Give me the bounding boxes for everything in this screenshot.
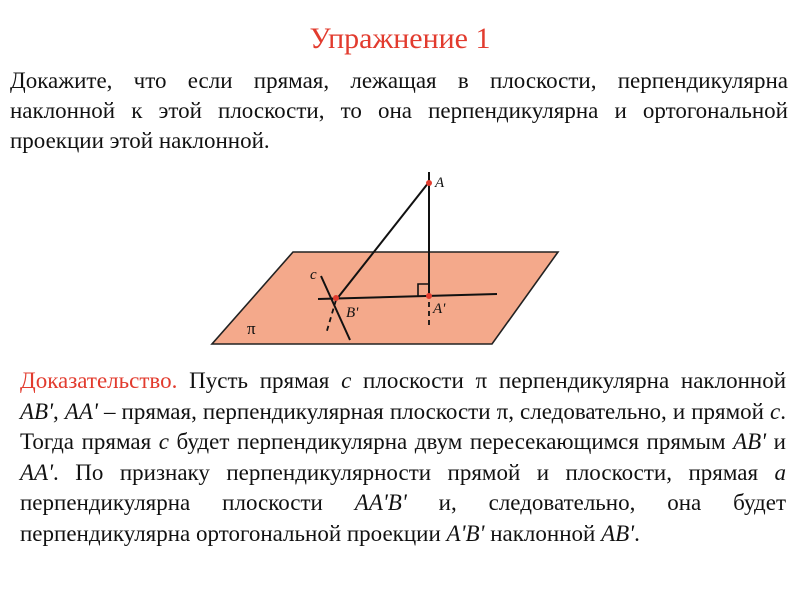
proof-var: a bbox=[774, 459, 786, 485]
exercise-title: Упражнение 1 bbox=[309, 22, 491, 55]
proof-span: . По признаку перпендикулярности прямой и плоскости, прямая bbox=[53, 459, 775, 485]
proof-span: и, следовательно, она будет перпендикулярна ортогональной проекции bbox=[20, 490, 786, 546]
point-a bbox=[426, 180, 432, 186]
proof-var: AA'B' bbox=[354, 490, 407, 515]
proof-var: AB' bbox=[20, 398, 54, 424]
proof-span: плоскости π перпендикулярна наклонной bbox=[351, 368, 787, 393]
proof-span: наклонной bbox=[484, 520, 602, 546]
proof-span: – прямая, перпендикулярная плоскости π, следовательно, и прямой bbox=[97, 398, 771, 424]
proof-var: c bbox=[158, 429, 169, 454]
geometry-figure bbox=[0, 160, 800, 360]
proof-span: . bbox=[634, 520, 640, 546]
proof-var: AA' bbox=[64, 398, 98, 424]
point-a1 bbox=[426, 293, 432, 299]
proof-span: будет перпендикулярна двум пересекающимся прямым bbox=[168, 429, 734, 454]
proof-span: . Тогда прямая bbox=[20, 398, 787, 454]
proof-text bbox=[20, 366, 786, 549]
proof-span: перпендикулярна плоскости bbox=[20, 490, 355, 515]
proof-span: и bbox=[766, 429, 786, 454]
label-b1: B' bbox=[346, 305, 359, 321]
point-b1 bbox=[333, 295, 339, 301]
label-a: A bbox=[435, 175, 445, 191]
problem-statement: Докажите, что если прямая, лежащая в плоскости, перпендикулярна наклонной к этой плоскости, то она перпендикулярна и ортогональной проекции этой наклонной. bbox=[10, 68, 788, 153]
proof-var: AB' bbox=[601, 520, 635, 546]
label-c: c bbox=[310, 267, 317, 283]
proof-var: AB' bbox=[733, 429, 767, 454]
proof-var: c bbox=[770, 398, 781, 424]
label-pi: π bbox=[247, 319, 256, 338]
proof-lead: Доказательство. bbox=[20, 368, 178, 393]
proof-var: c bbox=[341, 368, 352, 393]
proof-span: , bbox=[53, 398, 65, 424]
proof-span: Пусть прямая bbox=[177, 368, 342, 393]
proof-var: AA' bbox=[20, 459, 54, 485]
proof-var: A'B' bbox=[446, 520, 485, 546]
label-a1: A' bbox=[433, 301, 446, 317]
